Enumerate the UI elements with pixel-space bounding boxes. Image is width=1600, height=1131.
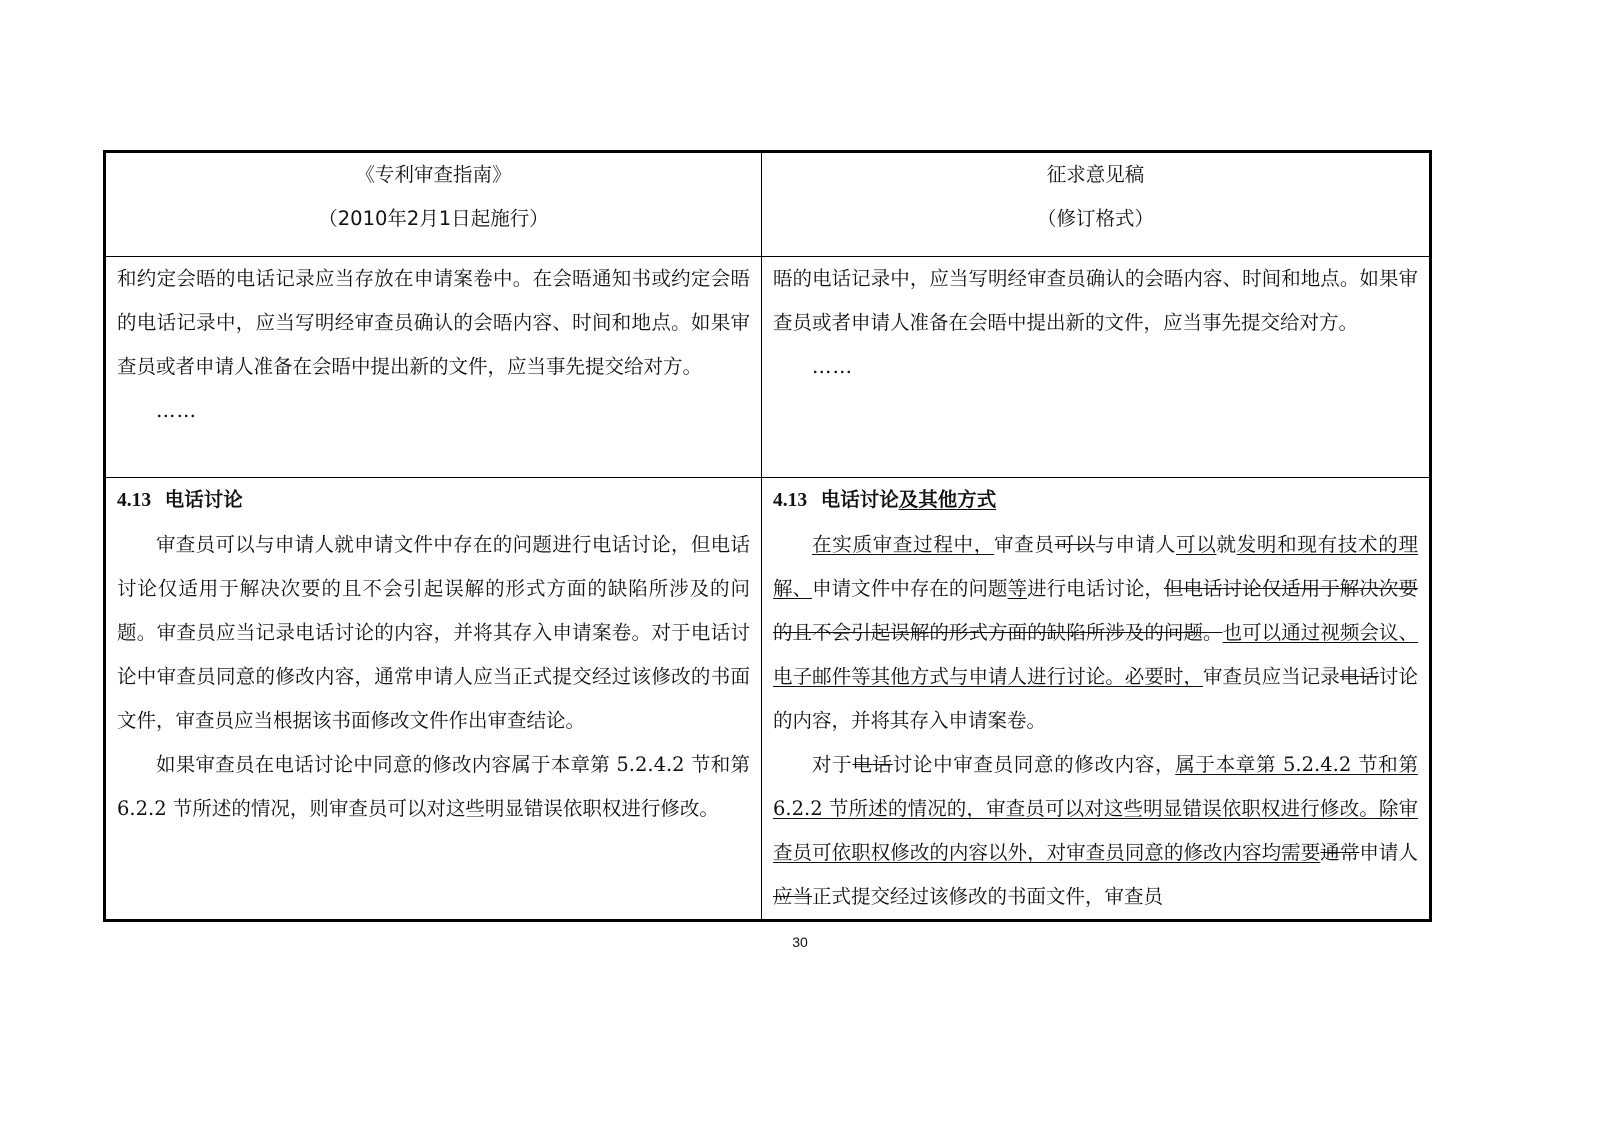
- right-section-number: 4.13: [773, 490, 808, 511]
- right-cell-1: [762, 257, 1431, 478]
- deleted-text: 电话: [852, 753, 893, 776]
- right-cell-2: [762, 478, 1431, 921]
- right-column-header: [762, 152, 1431, 257]
- right-paragraph-1: [773, 523, 1418, 743]
- right-header-subtitle: （修订格式）: [1036, 207, 1154, 230]
- left-row1-text: 和约定会晤的电话记录应当存放在申请案卷中。在会晤通知书或约定会晤的电话记录中，应当写明经审查员确认的会晤内容、时间和地点。如果审查员或者申请人准备在会晤中提出新的文件，应当事先提交给对方。: [117, 267, 750, 378]
- left-section-number: 4.13: [117, 490, 152, 511]
- right-paragraph-2: [773, 743, 1418, 919]
- deleted-text: 通常: [1320, 841, 1360, 864]
- unchanged-text: 审查员: [993, 533, 1055, 556]
- left-paragraph-1: 审查员可以与申请人就申请文件中存在的问题进行电话讨论，但电话讨论仅适用于解决次要的且不会引起误解的形式方面的缺陷所涉及的问题。审查员应当记录电话讨论的内容，并将其存入申请案卷。对于电话讨论中审查员同意的修改内容，通常申请人应当正式提交经过该修改的书面文件，审查员应当根据该书面修改文件作出审查结论。: [117, 533, 750, 732]
- left-cell-2: [105, 478, 762, 921]
- left-cell-1: [105, 257, 762, 478]
- unchanged-text: 讨论中审查员同意的修改内容，: [892, 753, 1176, 776]
- right-row1-text: 晤的电话记录中，应当写明经审查员确认的会晤内容、时间和地点。如果审查员或者申请人准备在会晤中提出新的文件，应当事先提交给对方。: [773, 267, 1418, 334]
- unchanged-text: 就: [1216, 533, 1237, 556]
- left-column-header: [105, 152, 762, 257]
- unchanged-text: 与申请人: [1095, 533, 1176, 556]
- right-section-title: 电话讨论: [820, 488, 899, 511]
- unchanged-text: 申请人: [1359, 841, 1418, 864]
- inserted-text: 在实质审查过程中，: [812, 533, 994, 556]
- left-row1-ellipsis: ……: [156, 399, 197, 422]
- right-section-title-insertion: 及其他方式: [898, 488, 997, 511]
- left-section-title: 电话讨论: [164, 488, 243, 511]
- inserted-text: 等: [1007, 577, 1028, 600]
- unchanged-text: 对于: [812, 753, 853, 776]
- right-header-title: 征求意见稿: [1046, 163, 1145, 186]
- left-section-heading: [117, 478, 750, 523]
- content-row-2: [105, 478, 1431, 921]
- deleted-text: 应当: [773, 885, 813, 908]
- unchanged-text: 进行电话讨论，: [1027, 577, 1164, 600]
- deleted-text: 电话: [1339, 665, 1379, 688]
- page-number: 30: [792, 934, 808, 950]
- inserted-text: 属于本章第 5.2.4.2 节和第 6.2.2 节所述的情况的，审查员可以对这些明显错误依职权进行修改。除审查员可依职权修改的内容以外，对审查员同意的修改内容均需要: [773, 753, 1418, 864]
- unchanged-text: 审查员应当记录: [1203, 665, 1340, 688]
- left-paragraph-2: 如果审查员在电话讨论中同意的修改内容属于本章第 5.2.4.2 节和第 6.2.2 节所述的情况，则审查员可以对这些明显错误依职权进行修改。: [117, 753, 750, 820]
- left-header-subtitle: （2010年2月1日起施行）: [318, 207, 549, 230]
- left-header-title: 《专利审查指南》: [355, 163, 512, 186]
- inserted-text: 也可以通过视频会议、电子邮件等其他方式与申请人进行讨论。必要时，: [773, 621, 1418, 688]
- deleted-text: 可以: [1054, 533, 1096, 556]
- deleted-text: 但电话讨论仅适用于解决次要的且不会引起误解的形式方面的缺陷所涉及的问题。: [773, 577, 1418, 644]
- unchanged-text: 申请文件中存在的问题: [812, 577, 1008, 600]
- right-row1-ellipsis: ……: [812, 355, 853, 378]
- header-row: [105, 152, 1431, 257]
- right-section-heading: [773, 478, 1418, 523]
- comparison-table: [103, 150, 1432, 922]
- inserted-text: 发明和现有技术的理解、: [773, 533, 1418, 600]
- inserted-text: 可以: [1176, 533, 1217, 556]
- unchanged-text: 正式提交经过该修改的书面文件，审查员: [812, 885, 1164, 908]
- unchanged-text: 讨论的内容，并将其存入申请案卷。: [773, 665, 1418, 732]
- content-row-1: [105, 257, 1431, 478]
